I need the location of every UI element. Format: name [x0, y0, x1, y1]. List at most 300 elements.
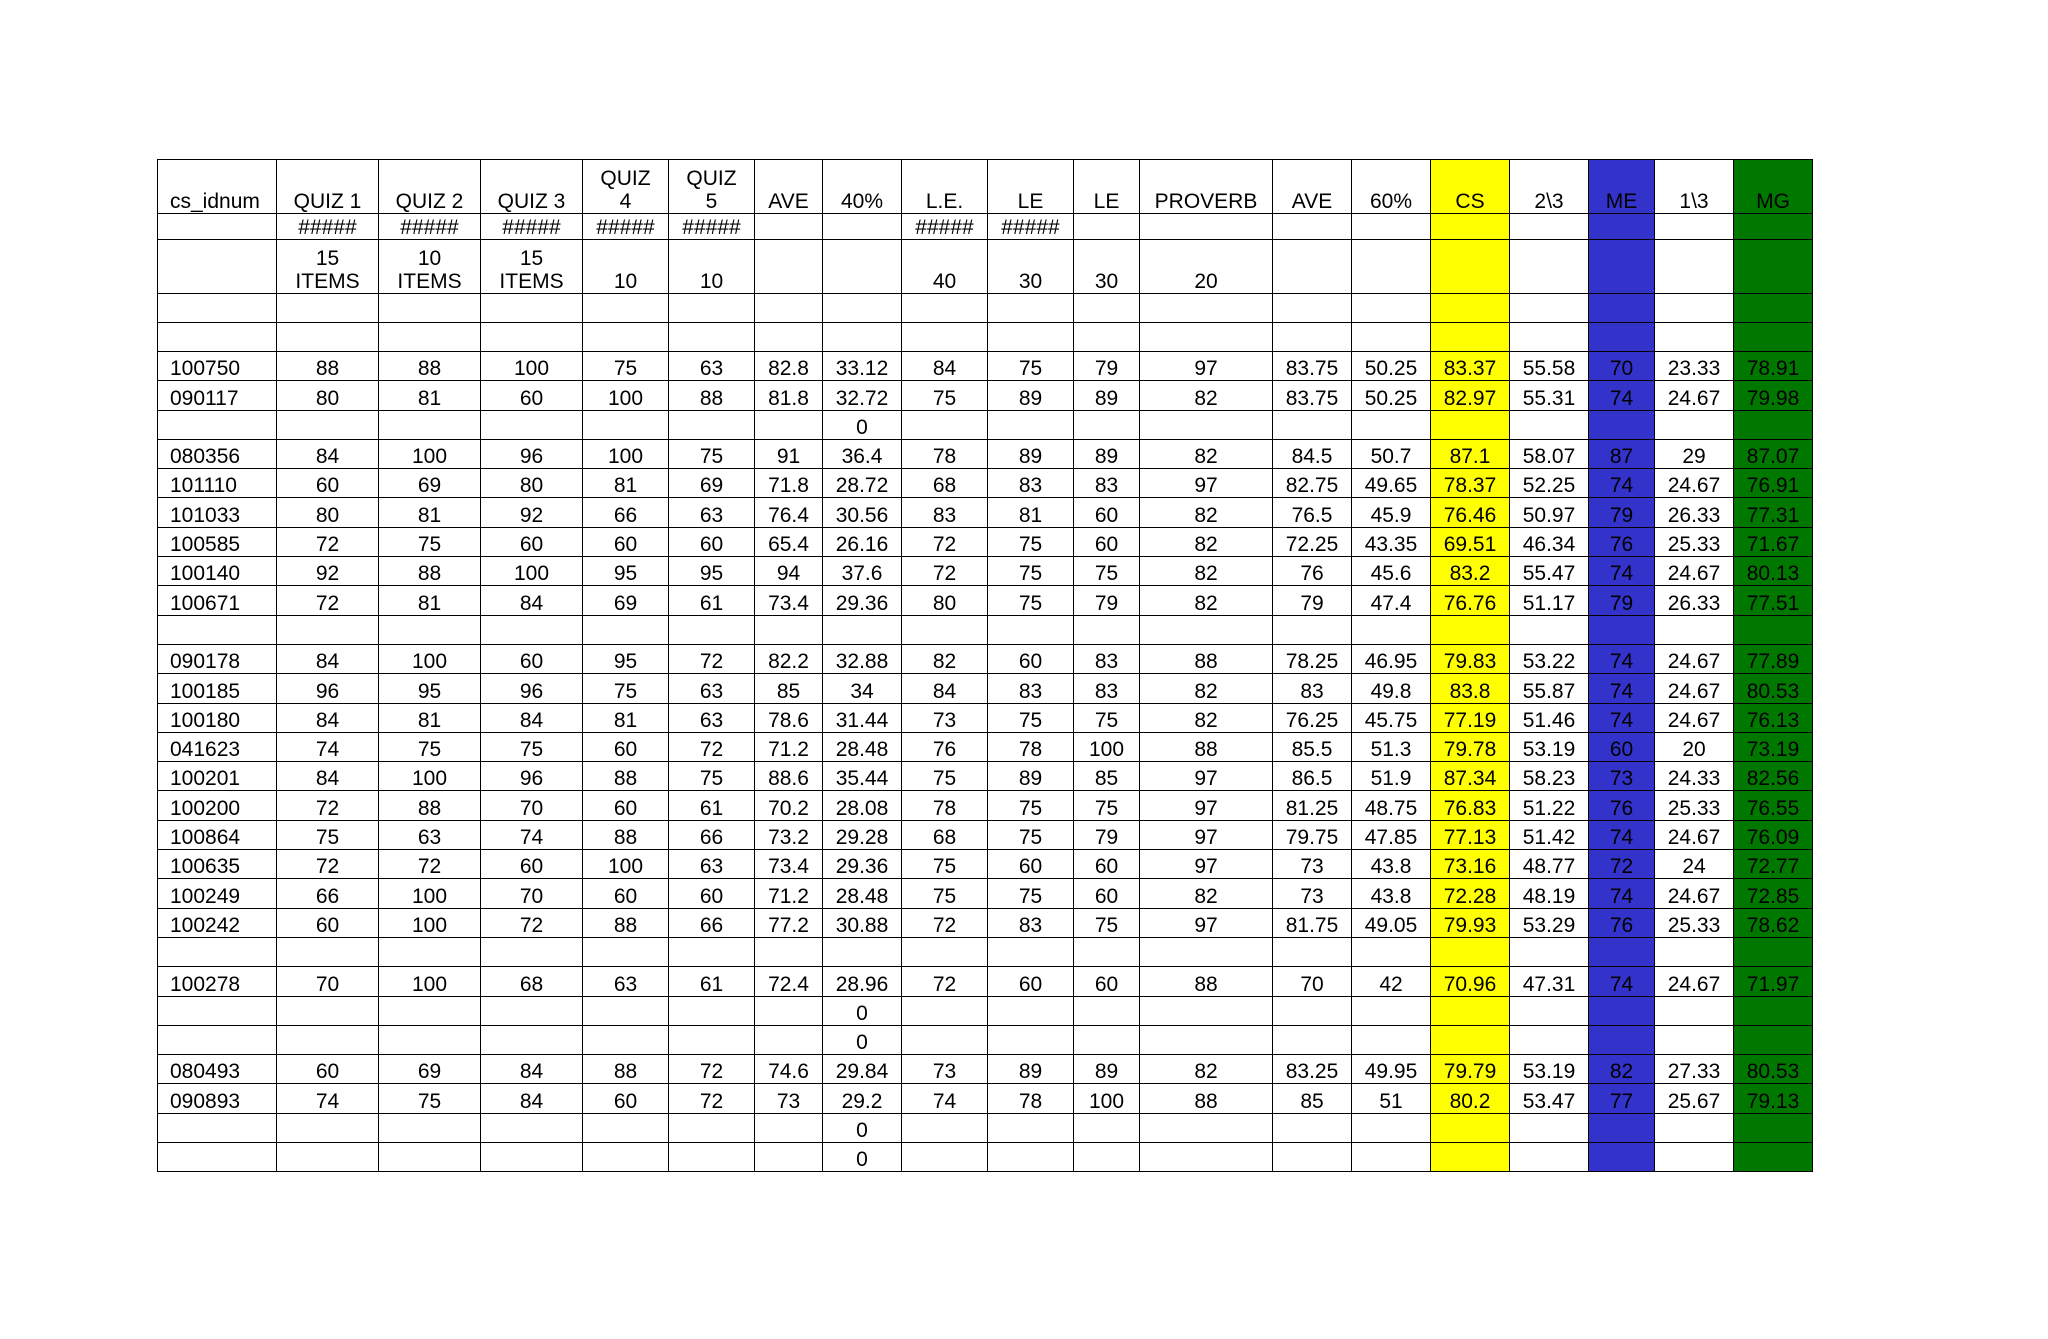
- cell-me: [1589, 996, 1655, 1025]
- cell-le3: 89: [1074, 439, 1140, 468]
- cell-proverb: 88: [1140, 967, 1273, 996]
- cell-mg: [1734, 996, 1813, 1025]
- cell-cs: [1431, 615, 1510, 644]
- header-cell-pct40: [823, 214, 902, 240]
- cell-mg: 76.09: [1734, 820, 1813, 849]
- cell-two-thirds: 55.87: [1510, 674, 1589, 703]
- cell-one-third: 24.67: [1655, 381, 1734, 410]
- cell-le3: 79: [1074, 820, 1140, 849]
- cell-pct40: 30.88: [823, 908, 902, 937]
- cell-quiz1: 92: [277, 557, 379, 586]
- cell-le2: 75: [988, 820, 1074, 849]
- cell-pct60: 45.75: [1352, 703, 1431, 732]
- cell-le3: 60: [1074, 967, 1140, 996]
- cell-le1: 72: [902, 557, 988, 586]
- table-row: [158, 527, 1813, 556]
- cell-me: 77: [1589, 1084, 1655, 1113]
- cell-quiz2: 100: [379, 762, 481, 791]
- cell-me: 87: [1589, 439, 1655, 468]
- cell-two-thirds: 52.25: [1510, 469, 1589, 498]
- cell-quiz4: 81: [583, 469, 669, 498]
- header-row: [158, 240, 1813, 294]
- cell-one-third: 25.33: [1655, 791, 1734, 820]
- cell-pct40: 28.72: [823, 469, 902, 498]
- cell-two-thirds: 48.19: [1510, 879, 1589, 908]
- cell-le2: 60: [988, 967, 1074, 996]
- cell-ave2: 85.5: [1273, 732, 1352, 761]
- cell-le2: 83: [988, 674, 1074, 703]
- cell-le3: 100: [1074, 1084, 1140, 1113]
- cell-quiz3: 100: [481, 352, 583, 381]
- cell-le2: 75: [988, 586, 1074, 615]
- cell-proverb: [1140, 323, 1273, 352]
- cell-pct40: 29.28: [823, 820, 902, 849]
- cell-ave2: 81.75: [1273, 908, 1352, 937]
- cell-ave1: 82.8: [755, 352, 823, 381]
- table-row: [158, 294, 1813, 323]
- cell-ave1: [755, 996, 823, 1025]
- cell-le2: [988, 294, 1074, 323]
- cell-quiz4: 69: [583, 586, 669, 615]
- cell-quiz1: 84: [277, 762, 379, 791]
- cell-ave1: [755, 937, 823, 966]
- cell-le1: 76: [902, 732, 988, 761]
- cell-two-thirds: 58.07: [1510, 439, 1589, 468]
- cell-le2: 81: [988, 498, 1074, 527]
- cell-quiz5: 72: [669, 732, 755, 761]
- header-row: [158, 160, 1813, 214]
- cell-quiz1: 84: [277, 644, 379, 673]
- cell-id: 100242: [158, 908, 277, 937]
- cell-pct40: 34: [823, 674, 902, 703]
- header-cell-proverb: [1140, 214, 1273, 240]
- cell-le1: 68: [902, 469, 988, 498]
- header-cell-le1: 40: [902, 240, 988, 294]
- cell-two-thirds: 51.42: [1510, 820, 1589, 849]
- cell-two-thirds: [1510, 410, 1589, 439]
- cell-pct40: 31.44: [823, 703, 902, 732]
- header-cell-pct40: 40%: [823, 160, 902, 214]
- cell-two-thirds: 58.23: [1510, 762, 1589, 791]
- cell-pct40: 0: [823, 1025, 902, 1054]
- cell-pct40: 28.08: [823, 791, 902, 820]
- cell-quiz3: 84: [481, 1084, 583, 1113]
- cell-le2: 60: [988, 644, 1074, 673]
- cell-proverb: 82: [1140, 879, 1273, 908]
- cell-quiz2: 75: [379, 527, 481, 556]
- cell-one-third: 26.33: [1655, 586, 1734, 615]
- cell-proverb: [1140, 996, 1273, 1025]
- cell-pct40: 0: [823, 410, 902, 439]
- cell-le1: 73: [902, 703, 988, 732]
- cell-quiz2: 69: [379, 469, 481, 498]
- cell-ave2: 83.75: [1273, 381, 1352, 410]
- cell-cs: 72.28: [1431, 879, 1510, 908]
- cell-mg: 76.13: [1734, 703, 1813, 732]
- cell-le1: 82: [902, 644, 988, 673]
- cell-id: [158, 1113, 277, 1142]
- header-cell-quiz2: #####: [379, 214, 481, 240]
- header-cell-one-third: [1655, 214, 1734, 240]
- cell-id: 100635: [158, 850, 277, 879]
- cell-two-thirds: 51.17: [1510, 586, 1589, 615]
- cell-one-third: [1655, 615, 1734, 644]
- cell-le3: 83: [1074, 469, 1140, 498]
- header-cell-ave2: [1273, 240, 1352, 294]
- cell-cs: 76.83: [1431, 791, 1510, 820]
- cell-ave1: 73.4: [755, 850, 823, 879]
- cell-pct60: [1352, 410, 1431, 439]
- cell-le3: 60: [1074, 498, 1140, 527]
- cell-quiz2: [379, 1025, 481, 1054]
- cell-le2: 78: [988, 1084, 1074, 1113]
- cell-one-third: [1655, 1143, 1734, 1172]
- cell-id: 100249: [158, 879, 277, 908]
- cell-le3: [1074, 615, 1140, 644]
- cell-one-third: [1655, 1113, 1734, 1142]
- table-row: [158, 439, 1813, 468]
- cell-proverb: 97: [1140, 908, 1273, 937]
- cell-pct40: 35.44: [823, 762, 902, 791]
- cell-quiz5: 66: [669, 908, 755, 937]
- cell-le1: 72: [902, 967, 988, 996]
- header-cell-cs: CS: [1431, 160, 1510, 214]
- cell-one-third: 23.33: [1655, 352, 1734, 381]
- cell-mg: 80.13: [1734, 557, 1813, 586]
- cell-mg: 78.62: [1734, 908, 1813, 937]
- cell-quiz5: [669, 323, 755, 352]
- cell-le2: 89: [988, 439, 1074, 468]
- table-row: [158, 586, 1813, 615]
- header-cell-id: [158, 214, 277, 240]
- cell-ave1: [755, 1143, 823, 1172]
- cell-quiz5: 60: [669, 879, 755, 908]
- header-cell-two-thirds: [1510, 240, 1589, 294]
- header-cell-mg: [1734, 240, 1813, 294]
- cell-pct60: 49.65: [1352, 469, 1431, 498]
- cell-pct60: [1352, 615, 1431, 644]
- cell-id: 041623: [158, 732, 277, 761]
- cell-ave1: [755, 323, 823, 352]
- cell-ave2: 85: [1273, 1084, 1352, 1113]
- cell-id: 100585: [158, 527, 277, 556]
- cell-one-third: [1655, 323, 1734, 352]
- cell-pct60: 50.25: [1352, 381, 1431, 410]
- cell-cs: [1431, 1025, 1510, 1054]
- cell-le1: 72: [902, 527, 988, 556]
- cell-le3: [1074, 1025, 1140, 1054]
- cell-quiz2: [379, 294, 481, 323]
- cell-pct40: 0: [823, 996, 902, 1025]
- cell-quiz1: [277, 294, 379, 323]
- cell-one-third: 24.67: [1655, 469, 1734, 498]
- cell-quiz5: 69: [669, 469, 755, 498]
- cell-pct60: [1352, 1143, 1431, 1172]
- cell-id: [158, 1143, 277, 1172]
- cell-two-thirds: 53.22: [1510, 644, 1589, 673]
- cell-cs: [1431, 294, 1510, 323]
- cell-ave1: 73.4: [755, 586, 823, 615]
- cell-ave2: [1273, 410, 1352, 439]
- cell-me: 82: [1589, 1055, 1655, 1084]
- cell-quiz2: 100: [379, 908, 481, 937]
- cell-two-thirds: 53.19: [1510, 1055, 1589, 1084]
- cell-quiz3: [481, 615, 583, 644]
- cell-me: 74: [1589, 644, 1655, 673]
- header-cell-proverb: PROVERB: [1140, 160, 1273, 214]
- cell-pct40: 28.48: [823, 732, 902, 761]
- cell-quiz1: 72: [277, 791, 379, 820]
- cell-ave1: 76.4: [755, 498, 823, 527]
- cell-ave2: 72.25: [1273, 527, 1352, 556]
- cell-pct40: 26.16: [823, 527, 902, 556]
- cell-proverb: 82: [1140, 703, 1273, 732]
- cell-proverb: 97: [1140, 469, 1273, 498]
- cell-quiz1: 75: [277, 820, 379, 849]
- cell-mg: 77.51: [1734, 586, 1813, 615]
- cell-id: [158, 996, 277, 1025]
- cell-proverb: 88: [1140, 1084, 1273, 1113]
- cell-quiz3: 70: [481, 791, 583, 820]
- cell-pct60: [1352, 294, 1431, 323]
- cell-quiz1: 66: [277, 879, 379, 908]
- cell-one-third: 24.67: [1655, 703, 1734, 732]
- cell-id: [158, 937, 277, 966]
- cell-quiz1: [277, 1143, 379, 1172]
- cell-one-third: [1655, 937, 1734, 966]
- cell-pct60: 47.85: [1352, 820, 1431, 849]
- header-cell-le3: 30: [1074, 240, 1140, 294]
- cell-pct40: 32.88: [823, 644, 902, 673]
- cell-id: 100864: [158, 820, 277, 849]
- cell-cs: 79.93: [1431, 908, 1510, 937]
- header-cell-quiz3: #####: [481, 214, 583, 240]
- cell-pct60: [1352, 937, 1431, 966]
- cell-one-third: [1655, 1025, 1734, 1054]
- cell-quiz3: 60: [481, 381, 583, 410]
- cell-me: [1589, 1025, 1655, 1054]
- cell-ave1: [755, 294, 823, 323]
- cell-quiz5: 63: [669, 850, 755, 879]
- cell-ave2: 83.25: [1273, 1055, 1352, 1084]
- cell-quiz2: 100: [379, 644, 481, 673]
- cell-ave2: [1273, 937, 1352, 966]
- cell-two-thirds: 53.19: [1510, 732, 1589, 761]
- cell-ave1: 73.2: [755, 820, 823, 849]
- cell-mg: 78.91: [1734, 352, 1813, 381]
- cell-quiz5: 72: [669, 644, 755, 673]
- table-row: [158, 732, 1813, 761]
- cell-le3: 75: [1074, 791, 1140, 820]
- cell-ave1: 71.2: [755, 879, 823, 908]
- table-row: [158, 410, 1813, 439]
- cell-ave2: [1273, 323, 1352, 352]
- cell-two-thirds: 50.97: [1510, 498, 1589, 527]
- cell-le3: 79: [1074, 352, 1140, 381]
- table-row: [158, 703, 1813, 732]
- cell-quiz3: 80: [481, 469, 583, 498]
- table-row: [158, 879, 1813, 908]
- cell-one-third: 24.67: [1655, 557, 1734, 586]
- cell-mg: 73.19: [1734, 732, 1813, 761]
- cell-le3: 83: [1074, 644, 1140, 673]
- cell-mg: 80.53: [1734, 1055, 1813, 1084]
- cell-quiz2: 81: [379, 498, 481, 527]
- cell-pct40: 0: [823, 1113, 902, 1142]
- cell-cs: 83.8: [1431, 674, 1510, 703]
- cell-le2: 89: [988, 762, 1074, 791]
- cell-le2: [988, 410, 1074, 439]
- header-cell-quiz3: QUIZ 3: [481, 160, 583, 214]
- cell-cs: [1431, 410, 1510, 439]
- cell-two-thirds: 55.31: [1510, 381, 1589, 410]
- cell-ave2: [1273, 294, 1352, 323]
- header-cell-quiz2: 10 ITEMS: [379, 240, 481, 294]
- cell-two-thirds: [1510, 996, 1589, 1025]
- cell-cs: 77.19: [1431, 703, 1510, 732]
- cell-id: [158, 323, 277, 352]
- cell-ave2: 86.5: [1273, 762, 1352, 791]
- cell-quiz1: [277, 937, 379, 966]
- cell-quiz5: [669, 1025, 755, 1054]
- cell-le3: 75: [1074, 908, 1140, 937]
- cell-quiz5: 72: [669, 1055, 755, 1084]
- cell-quiz4: [583, 410, 669, 439]
- cell-quiz5: 95: [669, 557, 755, 586]
- cell-pct60: 51: [1352, 1084, 1431, 1113]
- header-cell-quiz4: QUIZ 4: [583, 160, 669, 214]
- cell-pct40: 0: [823, 1143, 902, 1172]
- cell-cs: 79.83: [1431, 644, 1510, 673]
- cell-ave1: 72.4: [755, 967, 823, 996]
- cell-proverb: 97: [1140, 762, 1273, 791]
- cell-cs: 87.34: [1431, 762, 1510, 791]
- table-row: [158, 557, 1813, 586]
- cell-le1: 80: [902, 586, 988, 615]
- cell-le3: 89: [1074, 381, 1140, 410]
- cell-ave1: 78.6: [755, 703, 823, 732]
- header-cell-ave2: [1273, 214, 1352, 240]
- cell-le2: [988, 615, 1074, 644]
- cell-quiz4: 60: [583, 527, 669, 556]
- cell-pct60: [1352, 323, 1431, 352]
- cell-proverb: 97: [1140, 352, 1273, 381]
- cell-id: 100200: [158, 791, 277, 820]
- cell-proverb: [1140, 937, 1273, 966]
- cell-le1: 83: [902, 498, 988, 527]
- table-row: [158, 820, 1813, 849]
- cell-me: 73: [1589, 762, 1655, 791]
- cell-quiz5: 60: [669, 527, 755, 556]
- cell-le2: 75: [988, 527, 1074, 556]
- cell-cs: [1431, 323, 1510, 352]
- table-row: [158, 1113, 1813, 1142]
- cell-one-third: 24.67: [1655, 879, 1734, 908]
- cell-le1: 73: [902, 1055, 988, 1084]
- cell-quiz1: 84: [277, 439, 379, 468]
- cell-one-third: 20: [1655, 732, 1734, 761]
- cell-pct60: [1352, 996, 1431, 1025]
- header-cell-id: [158, 240, 277, 294]
- cell-one-third: 25.33: [1655, 908, 1734, 937]
- cell-two-thirds: 53.47: [1510, 1084, 1589, 1113]
- cell-proverb: 82: [1140, 527, 1273, 556]
- cell-ave2: 70: [1273, 967, 1352, 996]
- table-row: [158, 674, 1813, 703]
- cell-quiz4: [583, 615, 669, 644]
- cell-quiz1: 80: [277, 498, 379, 527]
- header-cell-ave1: [755, 214, 823, 240]
- cell-le1: 75: [902, 762, 988, 791]
- cell-ave1: 73: [755, 1084, 823, 1113]
- header-cell-quiz5: QUIZ 5: [669, 160, 755, 214]
- cell-quiz1: [277, 1113, 379, 1142]
- table-row: [158, 644, 1813, 673]
- cell-quiz3: [481, 294, 583, 323]
- cell-pct60: 43.8: [1352, 879, 1431, 908]
- cell-quiz3: 75: [481, 732, 583, 761]
- cell-ave1: 81.8: [755, 381, 823, 410]
- cell-pct40: 33.12: [823, 352, 902, 381]
- cell-one-third: 25.67: [1655, 1084, 1734, 1113]
- cell-proverb: 82: [1140, 381, 1273, 410]
- cell-quiz3: 72: [481, 908, 583, 937]
- cell-quiz4: 63: [583, 967, 669, 996]
- cell-mg: 76.91: [1734, 469, 1813, 498]
- cell-le1: 84: [902, 674, 988, 703]
- cell-pct40: [823, 323, 902, 352]
- cell-le1: [902, 937, 988, 966]
- cell-quiz5: 61: [669, 967, 755, 996]
- header-cell-le3: [1074, 214, 1140, 240]
- cell-cs: 79.78: [1431, 732, 1510, 761]
- cell-ave1: [755, 615, 823, 644]
- cell-le3: 89: [1074, 1055, 1140, 1084]
- table-row: [158, 937, 1813, 966]
- cell-me: [1589, 1113, 1655, 1142]
- cell-id: 100185: [158, 674, 277, 703]
- cell-two-thirds: 51.22: [1510, 791, 1589, 820]
- cell-two-thirds: [1510, 323, 1589, 352]
- cell-quiz2: [379, 1113, 481, 1142]
- cell-quiz5: 88: [669, 381, 755, 410]
- cell-le1: 75: [902, 879, 988, 908]
- header-cell-le3: LE: [1074, 160, 1140, 214]
- header-cell-two-thirds: [1510, 214, 1589, 240]
- cell-me: 74: [1589, 674, 1655, 703]
- cell-proverb: 82: [1140, 498, 1273, 527]
- cell-le2: [988, 1143, 1074, 1172]
- cell-cs: 78.37: [1431, 469, 1510, 498]
- cell-me: 72: [1589, 850, 1655, 879]
- cell-mg: [1734, 410, 1813, 439]
- cell-quiz1: 74: [277, 1084, 379, 1113]
- header-cell-ave1: AVE: [755, 160, 823, 214]
- cell-mg: [1734, 937, 1813, 966]
- cell-me: [1589, 323, 1655, 352]
- cell-ave2: 79: [1273, 586, 1352, 615]
- cell-pct60: 43.35: [1352, 527, 1431, 556]
- cell-ave1: 94: [755, 557, 823, 586]
- cell-quiz5: 63: [669, 703, 755, 732]
- cell-quiz5: 63: [669, 498, 755, 527]
- cell-id: 100201: [158, 762, 277, 791]
- cell-pct40: 28.96: [823, 967, 902, 996]
- cell-quiz4: 81: [583, 703, 669, 732]
- table-row: [158, 323, 1813, 352]
- cell-quiz3: 60: [481, 527, 583, 556]
- header-cell-quiz4: #####: [583, 214, 669, 240]
